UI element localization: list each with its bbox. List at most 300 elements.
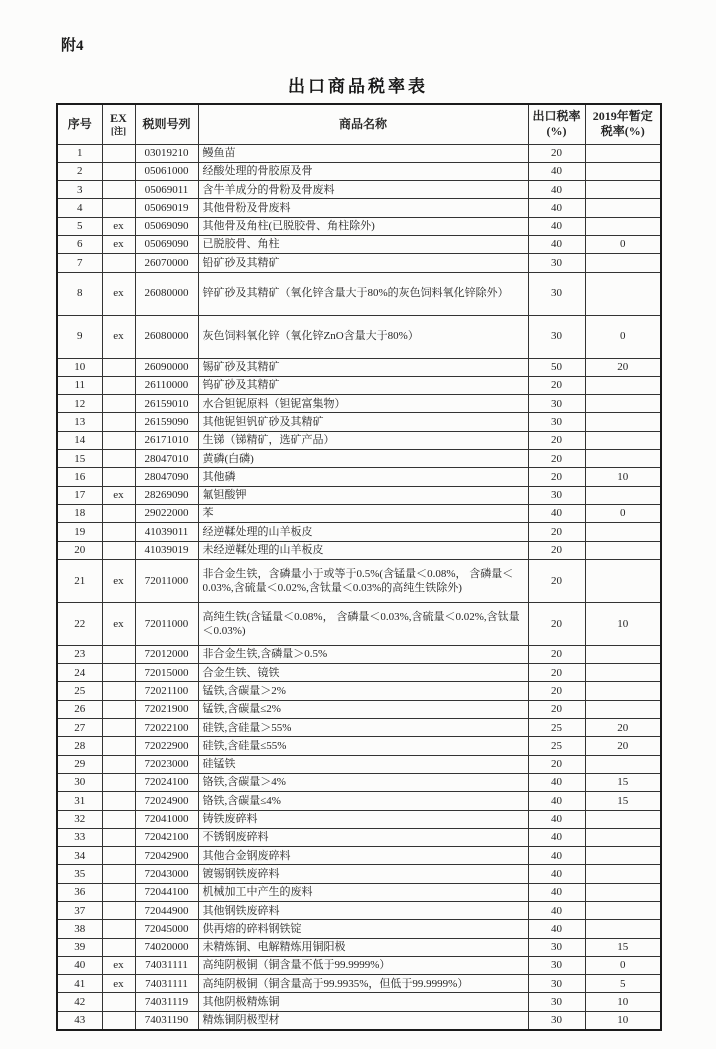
cell-name: 其他磷 xyxy=(198,468,528,486)
cell-code: 28047090 xyxy=(135,468,198,486)
table-row xyxy=(57,1011,661,1030)
cell-name: 硅锰铁 xyxy=(198,755,528,773)
cell-provisional-rate xyxy=(585,883,661,901)
cell-name: 苯 xyxy=(198,504,528,522)
cell-export-rate: 20 xyxy=(528,541,585,559)
cell-name: 未经逆鞣处理的山羊板皮 xyxy=(198,541,528,559)
cell-no: 32 xyxy=(57,810,102,828)
cell-provisional-rate: 20 xyxy=(585,719,661,737)
cell-code: 74020000 xyxy=(135,938,198,956)
cell-ex: ex xyxy=(102,217,135,235)
cell-ex xyxy=(102,773,135,791)
header-code xyxy=(135,104,198,144)
cell-code: 72021900 xyxy=(135,700,198,718)
cell-name: 经逆鞣处理的山羊板皮 xyxy=(198,523,528,541)
cell-export-rate: 30 xyxy=(528,254,585,272)
table-row xyxy=(57,847,661,865)
cell-provisional-rate: 10 xyxy=(585,602,661,645)
table-row xyxy=(57,254,661,272)
cell-provisional-rate xyxy=(585,682,661,700)
cell-no: 16 xyxy=(57,468,102,486)
cell-code: 72022900 xyxy=(135,737,198,755)
table-row xyxy=(57,993,661,1011)
cell-export-rate: 30 xyxy=(528,486,585,504)
cell-no: 9 xyxy=(57,315,102,358)
cell-no: 6 xyxy=(57,235,102,253)
table-row xyxy=(57,217,661,235)
table-row xyxy=(57,975,661,993)
cell-ex xyxy=(102,865,135,883)
cell-export-rate: 40 xyxy=(528,181,585,199)
cell-ex xyxy=(102,413,135,431)
cell-provisional-rate: 15 xyxy=(585,938,661,956)
header-ex-note: [注] xyxy=(111,126,126,137)
cell-export-rate: 30 xyxy=(528,413,585,431)
cell-code: 28047010 xyxy=(135,450,198,468)
table-row xyxy=(57,315,661,358)
cell-export-rate: 30 xyxy=(528,395,585,413)
table-row xyxy=(57,682,661,700)
table-row xyxy=(57,865,661,883)
table-row xyxy=(57,413,661,431)
header-ex xyxy=(102,104,135,144)
cell-export-rate: 40 xyxy=(528,162,585,180)
table-row xyxy=(57,645,661,663)
cell-provisional-rate xyxy=(585,450,661,468)
cell-name: 供再熔的碎料钢铁锭 xyxy=(198,920,528,938)
cell-name: 铅矿砂及其精矿 xyxy=(198,254,528,272)
cell-code: 72041000 xyxy=(135,810,198,828)
cell-name: 高纯阴极铜（铜含量高于99.9935%，但低于99.9999%） xyxy=(198,975,528,993)
cell-export-rate: 30 xyxy=(528,975,585,993)
cell-provisional-rate xyxy=(585,700,661,718)
cell-ex: ex xyxy=(102,956,135,974)
cell-export-rate: 20 xyxy=(528,755,585,773)
cell-name: 精炼铜阴极型材 xyxy=(198,1011,528,1030)
cell-ex xyxy=(102,504,135,522)
cell-code: 29022000 xyxy=(135,504,198,522)
cell-provisional-rate: 5 xyxy=(585,975,661,993)
cell-ex xyxy=(102,664,135,682)
cell-name: 铬铁,含碳量＞4% xyxy=(198,773,528,791)
cell-ex xyxy=(102,162,135,180)
table-row xyxy=(57,486,661,504)
cell-export-rate: 20 xyxy=(528,468,585,486)
cell-code: 74031190 xyxy=(135,1011,198,1030)
cell-no: 40 xyxy=(57,956,102,974)
annex-label: 附4 xyxy=(61,38,84,54)
cell-name: 生锑（锑精矿，选矿产品） xyxy=(198,431,528,449)
cell-no: 4 xyxy=(57,199,102,217)
cell-provisional-rate xyxy=(585,920,661,938)
cell-name: 已脱胶骨、角柱 xyxy=(198,235,528,253)
cell-no: 38 xyxy=(57,920,102,938)
header-provisional-rate-label: 2019年暂定 xyxy=(592,109,653,124)
cell-ex xyxy=(102,719,135,737)
cell-provisional-rate xyxy=(585,541,661,559)
cell-name: 不锈钢废碎料 xyxy=(198,828,528,846)
cell-name: 锰铁,含碳量≤2% xyxy=(198,700,528,718)
table-row xyxy=(57,719,661,737)
cell-ex: ex xyxy=(102,602,135,645)
cell-provisional-rate: 20 xyxy=(585,737,661,755)
cell-name: 黄磷(白磷) xyxy=(198,450,528,468)
cell-provisional-rate xyxy=(585,413,661,431)
table-row xyxy=(57,235,661,253)
cell-provisional-rate: 0 xyxy=(585,315,661,358)
cell-no: 41 xyxy=(57,975,102,993)
cell-code: 26110000 xyxy=(135,376,198,394)
cell-provisional-rate xyxy=(585,755,661,773)
header-export-rate-label: 出口税率 xyxy=(532,109,581,124)
cell-name: 其他合金钢废碎料 xyxy=(198,847,528,865)
cell-name: 高纯生铁(含锰量＜0.08%， 含磷量＜0.03%,含硫量＜0.02%,含钛量＜0.03%) xyxy=(198,602,528,645)
table-row xyxy=(57,938,661,956)
cell-no: 5 xyxy=(57,217,102,235)
cell-ex: ex xyxy=(102,272,135,315)
cell-no: 33 xyxy=(57,828,102,846)
cell-code: 05069090 xyxy=(135,217,198,235)
cell-no: 14 xyxy=(57,431,102,449)
table-row xyxy=(57,792,661,810)
cell-ex xyxy=(102,810,135,828)
cell-code: 05061000 xyxy=(135,162,198,180)
cell-code: 72042900 xyxy=(135,847,198,865)
cell-export-rate: 40 xyxy=(528,773,585,791)
cell-no: 7 xyxy=(57,254,102,272)
cell-name: 铸铁废碎料 xyxy=(198,810,528,828)
cell-no: 29 xyxy=(57,755,102,773)
cell-code: 74031111 xyxy=(135,956,198,974)
cell-code: 72015000 xyxy=(135,664,198,682)
cell-export-rate: 40 xyxy=(528,920,585,938)
cell-export-rate: 40 xyxy=(528,235,585,253)
cell-provisional-rate xyxy=(585,645,661,663)
cell-ex xyxy=(102,902,135,920)
cell-code: 26080000 xyxy=(135,315,198,358)
header-export-rate xyxy=(528,104,585,144)
cell-ex xyxy=(102,199,135,217)
cell-provisional-rate xyxy=(585,865,661,883)
cell-no: 35 xyxy=(57,865,102,883)
cell-code: 72044100 xyxy=(135,883,198,901)
cell-ex: ex xyxy=(102,975,135,993)
header-provisional-rate xyxy=(585,104,661,144)
cell-no: 43 xyxy=(57,1011,102,1030)
cell-provisional-rate: 10 xyxy=(585,468,661,486)
cell-provisional-rate: 0 xyxy=(585,504,661,522)
cell-no: 8 xyxy=(57,272,102,315)
cell-no: 39 xyxy=(57,938,102,956)
cell-no: 18 xyxy=(57,504,102,522)
cell-name: 镀锡钢铁废碎料 xyxy=(198,865,528,883)
cell-name: 合金生铁、镜铁 xyxy=(198,664,528,682)
table-header xyxy=(57,104,661,144)
table-row xyxy=(57,700,661,718)
table-row xyxy=(57,920,661,938)
table-row xyxy=(57,199,661,217)
cell-no: 37 xyxy=(57,902,102,920)
cell-name: 其他阴极精炼铜 xyxy=(198,993,528,1011)
table-row xyxy=(57,541,661,559)
cell-provisional-rate xyxy=(585,199,661,217)
cell-code: 72045000 xyxy=(135,920,198,938)
cell-export-rate: 20 xyxy=(528,559,585,602)
cell-name: 其他骨粉及骨废料 xyxy=(198,199,528,217)
cell-export-rate: 40 xyxy=(528,217,585,235)
cell-name: 水合钽铌原料（钽铌富集物） xyxy=(198,395,528,413)
cell-ex xyxy=(102,792,135,810)
cell-provisional-rate xyxy=(585,254,661,272)
cell-name: 铬铁,含碳量≤4% xyxy=(198,792,528,810)
table-row xyxy=(57,755,661,773)
table-row xyxy=(57,358,661,376)
cell-provisional-rate xyxy=(585,810,661,828)
cell-ex xyxy=(102,828,135,846)
cell-provisional-rate: 0 xyxy=(585,235,661,253)
cell-ex xyxy=(102,645,135,663)
cell-name: 含牛羊成分的骨粉及骨废料 xyxy=(198,181,528,199)
cell-provisional-rate: 15 xyxy=(585,792,661,810)
cell-export-rate: 20 xyxy=(528,682,585,700)
cell-no: 3 xyxy=(57,181,102,199)
cell-ex: ex xyxy=(102,486,135,504)
cell-no: 34 xyxy=(57,847,102,865)
cell-export-rate: 40 xyxy=(528,199,585,217)
cell-ex xyxy=(102,883,135,901)
cell-no: 15 xyxy=(57,450,102,468)
table-row xyxy=(57,902,661,920)
cell-export-rate: 20 xyxy=(528,144,585,162)
cell-no: 20 xyxy=(57,541,102,559)
cell-export-rate: 20 xyxy=(528,523,585,541)
table-row xyxy=(57,504,661,522)
cell-no: 24 xyxy=(57,664,102,682)
cell-no: 25 xyxy=(57,682,102,700)
cell-ex: ex xyxy=(102,315,135,358)
cell-ex xyxy=(102,993,135,1011)
cell-name: 经酸处理的骨胶原及骨 xyxy=(198,162,528,180)
cell-code: 26070000 xyxy=(135,254,198,272)
header-code-label: 税则号列 xyxy=(142,116,191,131)
cell-provisional-rate: 20 xyxy=(585,358,661,376)
cell-code: 05069090 xyxy=(135,235,198,253)
cell-export-rate: 40 xyxy=(528,865,585,883)
cell-ex xyxy=(102,700,135,718)
cell-export-rate: 20 xyxy=(528,602,585,645)
cell-ex xyxy=(102,682,135,700)
cell-no: 2 xyxy=(57,162,102,180)
cell-export-rate: 40 xyxy=(528,828,585,846)
cell-provisional-rate: 0 xyxy=(585,956,661,974)
cell-no: 12 xyxy=(57,395,102,413)
table-header-row xyxy=(57,104,661,144)
cell-code: 26090000 xyxy=(135,358,198,376)
cell-export-rate: 30 xyxy=(528,938,585,956)
cell-name: 硅铁,含硅量≤55% xyxy=(198,737,528,755)
cell-code: 03019210 xyxy=(135,144,198,162)
cell-ex xyxy=(102,737,135,755)
cell-provisional-rate xyxy=(585,144,661,162)
cell-name: 其他钢铁废碎料 xyxy=(198,902,528,920)
cell-ex xyxy=(102,181,135,199)
cell-code: 26171010 xyxy=(135,431,198,449)
cell-export-rate: 30 xyxy=(528,993,585,1011)
cell-provisional-rate xyxy=(585,902,661,920)
header-name xyxy=(198,104,528,144)
cell-code: 72022100 xyxy=(135,719,198,737)
cell-name: 其他铌钽钒矿砂及其精矿 xyxy=(198,413,528,431)
header-export-rate-unit: (%) xyxy=(546,124,567,139)
table-row xyxy=(57,162,661,180)
cell-code: 72024100 xyxy=(135,773,198,791)
table-row xyxy=(57,664,661,682)
table-row xyxy=(57,956,661,974)
table-row xyxy=(57,450,661,468)
cell-code: 72011000 xyxy=(135,559,198,602)
cell-no: 1 xyxy=(57,144,102,162)
cell-export-rate: 40 xyxy=(528,883,585,901)
cell-name: 鳗鱼苗 xyxy=(198,144,528,162)
cell-code: 05069011 xyxy=(135,181,198,199)
tariff-table xyxy=(56,103,662,1031)
cell-no: 22 xyxy=(57,602,102,645)
page-title: 出口商品税率表 xyxy=(288,77,428,96)
cell-no: 17 xyxy=(57,486,102,504)
cell-ex xyxy=(102,431,135,449)
cell-export-rate: 20 xyxy=(528,645,585,663)
cell-code: 72044900 xyxy=(135,902,198,920)
cell-no: 11 xyxy=(57,376,102,394)
cell-code: 72043000 xyxy=(135,865,198,883)
cell-export-rate: 40 xyxy=(528,792,585,810)
cell-no: 19 xyxy=(57,523,102,541)
table-row xyxy=(57,523,661,541)
header-ex-label: EX xyxy=(110,111,127,126)
cell-export-rate: 30 xyxy=(528,1011,585,1030)
cell-code: 41039011 xyxy=(135,523,198,541)
cell-provisional-rate xyxy=(585,523,661,541)
cell-name: 氟钽酸钾 xyxy=(198,486,528,504)
cell-export-rate: 20 xyxy=(528,450,585,468)
cell-provisional-rate xyxy=(585,431,661,449)
cell-name: 灰色饲料氧化锌（氧化锌ZnO含量大于80%） xyxy=(198,315,528,358)
cell-no: 23 xyxy=(57,645,102,663)
cell-ex xyxy=(102,376,135,394)
cell-code: 72012000 xyxy=(135,645,198,663)
table-row xyxy=(57,559,661,602)
cell-code: 26159090 xyxy=(135,413,198,431)
cell-ex: ex xyxy=(102,235,135,253)
cell-provisional-rate xyxy=(585,847,661,865)
cell-provisional-rate xyxy=(585,664,661,682)
table-body xyxy=(57,144,661,1030)
cell-provisional-rate xyxy=(585,559,661,602)
cell-ex xyxy=(102,541,135,559)
cell-provisional-rate xyxy=(585,217,661,235)
cell-ex xyxy=(102,450,135,468)
cell-provisional-rate: 15 xyxy=(585,773,661,791)
cell-ex xyxy=(102,468,135,486)
cell-code: 72024900 xyxy=(135,792,198,810)
table-row xyxy=(57,828,661,846)
cell-name: 硅铁,含硅量＞55% xyxy=(198,719,528,737)
cell-name: 机械加工中产生的废料 xyxy=(198,883,528,901)
cell-name: 高纯阴极铜（铜含量不低于99.9999%） xyxy=(198,956,528,974)
cell-provisional-rate xyxy=(585,181,661,199)
cell-provisional-rate xyxy=(585,376,661,394)
cell-provisional-rate xyxy=(585,395,661,413)
cell-export-rate: 30 xyxy=(528,956,585,974)
cell-provisional-rate: 10 xyxy=(585,993,661,1011)
cell-no: 21 xyxy=(57,559,102,602)
cell-ex xyxy=(102,1011,135,1030)
table-row xyxy=(57,737,661,755)
cell-provisional-rate xyxy=(585,162,661,180)
cell-provisional-rate xyxy=(585,272,661,315)
cell-code: 72011000 xyxy=(135,602,198,645)
cell-name: 非合金生铁,含磷量＞0.5% xyxy=(198,645,528,663)
cell-code: 72021100 xyxy=(135,682,198,700)
table-row xyxy=(57,602,661,645)
cell-provisional-rate xyxy=(585,828,661,846)
cell-export-rate: 30 xyxy=(528,272,585,315)
table-row xyxy=(57,431,661,449)
cell-no: 26 xyxy=(57,700,102,718)
cell-ex xyxy=(102,523,135,541)
cell-code: 28269090 xyxy=(135,486,198,504)
cell-export-rate: 40 xyxy=(528,902,585,920)
cell-no: 36 xyxy=(57,883,102,901)
cell-code: 72042100 xyxy=(135,828,198,846)
cell-export-rate: 40 xyxy=(528,847,585,865)
cell-code: 26080000 xyxy=(135,272,198,315)
table-row xyxy=(57,376,661,394)
cell-ex xyxy=(102,254,135,272)
cell-export-rate: 20 xyxy=(528,431,585,449)
table-row xyxy=(57,773,661,791)
header-provisional-rate-unit: 税率(%) xyxy=(600,124,645,139)
cell-name: 锰铁,含碳量＞2% xyxy=(198,682,528,700)
cell-export-rate: 30 xyxy=(528,315,585,358)
cell-ex xyxy=(102,920,135,938)
table-row xyxy=(57,810,661,828)
cell-no: 42 xyxy=(57,993,102,1011)
table-row xyxy=(57,468,661,486)
cell-no: 13 xyxy=(57,413,102,431)
cell-ex xyxy=(102,395,135,413)
cell-code: 26159010 xyxy=(135,395,198,413)
cell-code: 74031119 xyxy=(135,993,198,1011)
cell-export-rate: 25 xyxy=(528,719,585,737)
header-no xyxy=(57,104,102,144)
table-row xyxy=(57,144,661,162)
cell-export-rate: 20 xyxy=(528,700,585,718)
cell-export-rate: 40 xyxy=(528,810,585,828)
cell-code: 41039019 xyxy=(135,541,198,559)
cell-ex xyxy=(102,358,135,376)
cell-name: 非合金生铁，含磷量小于或等于0.5%(含锰量＜0.08%， 含磷量＜0.03%,含硫量＜0.02%,含钛量＜0.03%的高纯生铁除外) xyxy=(198,559,528,602)
cell-export-rate: 50 xyxy=(528,358,585,376)
table-row xyxy=(57,883,661,901)
cell-no: 31 xyxy=(57,792,102,810)
cell-export-rate: 25 xyxy=(528,737,585,755)
cell-name: 锡矿砂及其精矿 xyxy=(198,358,528,376)
cell-no: 28 xyxy=(57,737,102,755)
cell-code: 74031111 xyxy=(135,975,198,993)
cell-provisional-rate: 10 xyxy=(585,1011,661,1030)
cell-no: 10 xyxy=(57,358,102,376)
